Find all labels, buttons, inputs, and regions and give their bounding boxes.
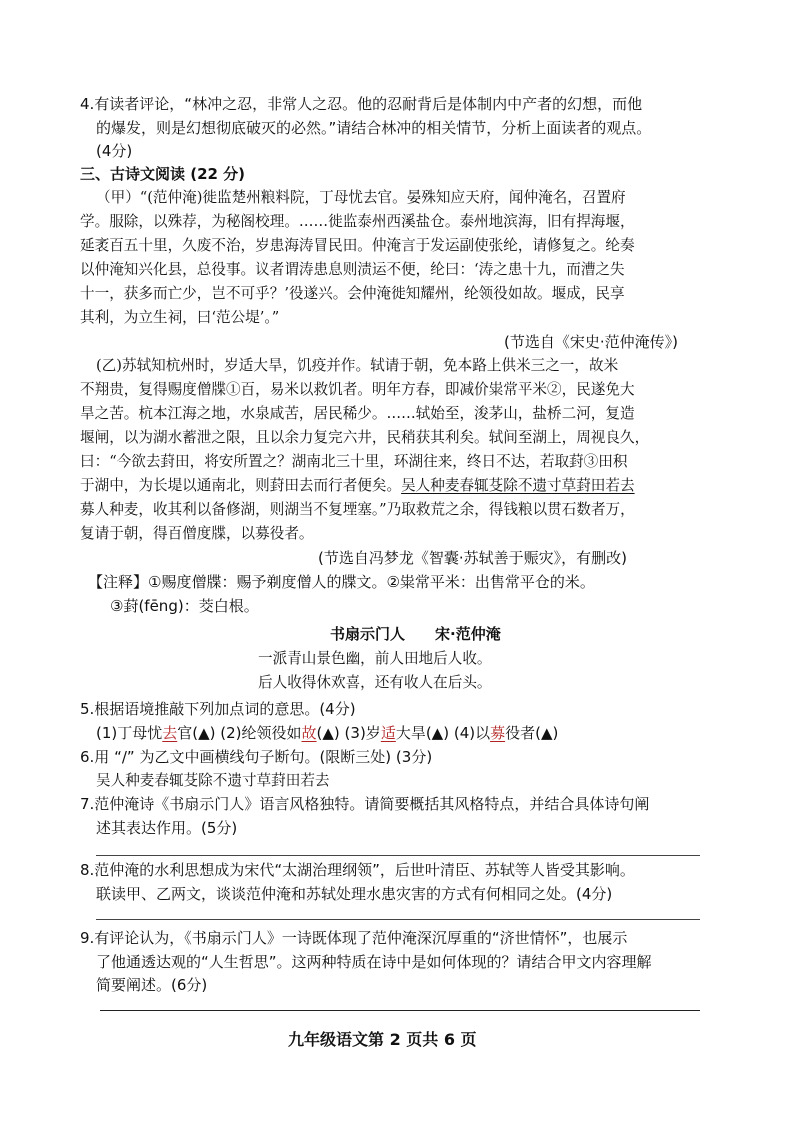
passage-jia-line-4: 以仲淹知兴化县，总役事。议者谓涛患息则渍运不便，纶曰：‘涛之患十九，而漕之失 bbox=[80, 261, 625, 278]
passage-yi-source: (节选自冯梦龙《智囊·苏轼善于赈灾》，有删改) bbox=[318, 549, 627, 567]
passage-jia-line-3: 延袤百五十里，久废不治，岁患海涛冒民田。仲淹言于发运副使张纶，请修复之。纶奏 bbox=[80, 237, 635, 254]
q9-line-3: 简要阐述。(6分) bbox=[96, 976, 208, 994]
q4-line-3: (4分) bbox=[96, 142, 133, 160]
passage-yi-line-3: 旱之苦。杭本江海之地，水泉咸苦，居民稀少。……轼始至，浚茅山，盐桥二河，复造 bbox=[80, 405, 635, 422]
q6-prompt: 6.用 “/” 为乙文中画横线句子断句。(限断三处) (3分) bbox=[80, 748, 433, 766]
q5-dotted-word-4: 募 bbox=[490, 724, 506, 742]
q5-text: 大旱(▲) (4)以 bbox=[395, 724, 491, 742]
passage-jia-line-1: （甲）“(范仲淹)徙监楚州粮料院，丁母忧去官。晏殊知应天府，闻仲淹名，召置府 bbox=[96, 189, 626, 206]
q5-dotted-word-2: 故 bbox=[301, 724, 317, 742]
passage-yi-line-7: 募人种麦，收其利以备修湖，则湖当不复堙塞。”乃取救荒之余，得钱粮以贯石数者万， bbox=[80, 501, 635, 518]
underlined-sentence: 吴人种麦春辄芟除不遗寸草葑田若去 bbox=[401, 477, 635, 494]
page-footer: 九年级语文第 2 页共 6 页 bbox=[288, 1030, 477, 1049]
passage-yi-line-6 bbox=[80, 476, 635, 496]
footer-rule bbox=[100, 1010, 700, 1011]
notes-line-2: ③葑(fēng)：茭白根。 bbox=[110, 597, 259, 615]
q9-line-1: 9.有评论认为，《书扇示门人》一诗既体现了范仲淹深沉厚重的“济世情怀”，也展示 bbox=[80, 929, 628, 947]
q5-items bbox=[96, 723, 558, 743]
q5-prompt: 5.根据语境推敲下列加点词的意思。(4分) bbox=[80, 700, 356, 718]
passage-jia-line-6: 其利，为立生祠，曰‘范公堤’。” bbox=[80, 309, 280, 326]
q4-line-1: 4.有读者评论，“林冲之忍，非常人之忍。他的忍耐背后是体制内中产者的幻想，而他 bbox=[80, 95, 643, 113]
q5-text: (▲) (3)岁 bbox=[316, 724, 381, 742]
section-3-heading: 三、古诗文阅读 (22 分) bbox=[80, 165, 246, 183]
poem-line-1: 一派青山景色幽，前人田地后人收。 bbox=[258, 650, 492, 667]
q5-dotted-word-3: 适 bbox=[380, 724, 396, 742]
passage-yi-line-5: 曰：“今欲去葑田，将安所置之？湖南北三十里，环湖往来，终日不达，若取葑③田积 bbox=[80, 453, 628, 470]
passage-jia-source: (节选自《宋史·范仲淹传》) bbox=[504, 333, 678, 351]
poem-line-2: 后人收得休欢喜，还有收人在后头。 bbox=[258, 674, 492, 691]
passage-yi-line-4: 堰闸，以为湖水蓄泄之限，且以余力复完六井，民稍获其利矣。轼间至湖上，周视良久， bbox=[80, 429, 650, 446]
q5-text: 官(▲) (2)纶领役如 bbox=[177, 724, 302, 742]
q8-line-2: 联读甲、乙两文，谈谈范仲淹和苏轼处理水患灾害的方式有何相同之处。(4分) bbox=[96, 885, 613, 903]
q8-answer-line[interactable] bbox=[96, 919, 700, 920]
passage-yi-line-6-text: 于湖中，为长堤以通南北，则葑田去而行者便矣。 bbox=[80, 477, 402, 494]
passage-jia-line-2: 学。服除，以殊荐，为秘阁校理。……徙监泰州西溪盐仓。泰州地滨海，旧有捍海堰， bbox=[80, 213, 635, 230]
q5-text: (1)丁母忧 bbox=[96, 724, 163, 742]
passage-jia-line-5: 十一，获多而亡少，岂不可乎？’役遂兴。会仲淹徙知耀州，纶领役如故。堰成，民享 bbox=[80, 285, 625, 302]
q5-text: 役者(▲) bbox=[505, 724, 559, 742]
q8-line-1: 8.范仲淹的水利思想成为宋代“太湖治理纲领”，后世叶清臣、苏轼等人皆受其影响。 bbox=[80, 861, 635, 879]
passage-yi-line-1: (乙)苏轼知杭州时，岁适大旱，饥疫并作。轼请于朝，免本路上供米三之一，故米 bbox=[96, 357, 619, 374]
passage-yi-line-2: 不翔贵，复得赐度僧牒①百，易米以救饥者。明年方春，即减价粜常平米②，民遂免大 bbox=[80, 381, 635, 398]
q7-line-1: 7.范仲淹诗《书扇示门人》语言风格独特。请简要概括其风格特点，并结合具体诗句阐 bbox=[80, 795, 650, 813]
q4-line-2: 的爆发，则是幻想彻底破灭的必然。”请结合林冲的相关情节，分析上面读者的观点。 bbox=[96, 119, 652, 137]
q7-line-2: 述其表达作用。(5分) bbox=[96, 819, 238, 837]
q6-sentence: 吴人种麦春辄芟除不遗寸草葑田若去 bbox=[96, 772, 330, 789]
q9-line-2: 了他通透达观的“人生哲思”。这两种特质在诗中是如何体现的？请结合甲文内容理解 bbox=[96, 953, 652, 971]
poem-title: 书扇示门人 宋·范仲淹 bbox=[330, 625, 501, 643]
q7-answer-line[interactable] bbox=[96, 855, 700, 856]
notes-line-1: 【注释】①赐度僧牒：赐予剃度僧人的牒文。②粜常平米：出售常平仓的米。 bbox=[88, 573, 595, 591]
q5-dotted-word-1: 去 bbox=[162, 724, 178, 742]
passage-yi-line-8: 复请于朝，得百僧度牒，以募役者。 bbox=[80, 525, 314, 542]
